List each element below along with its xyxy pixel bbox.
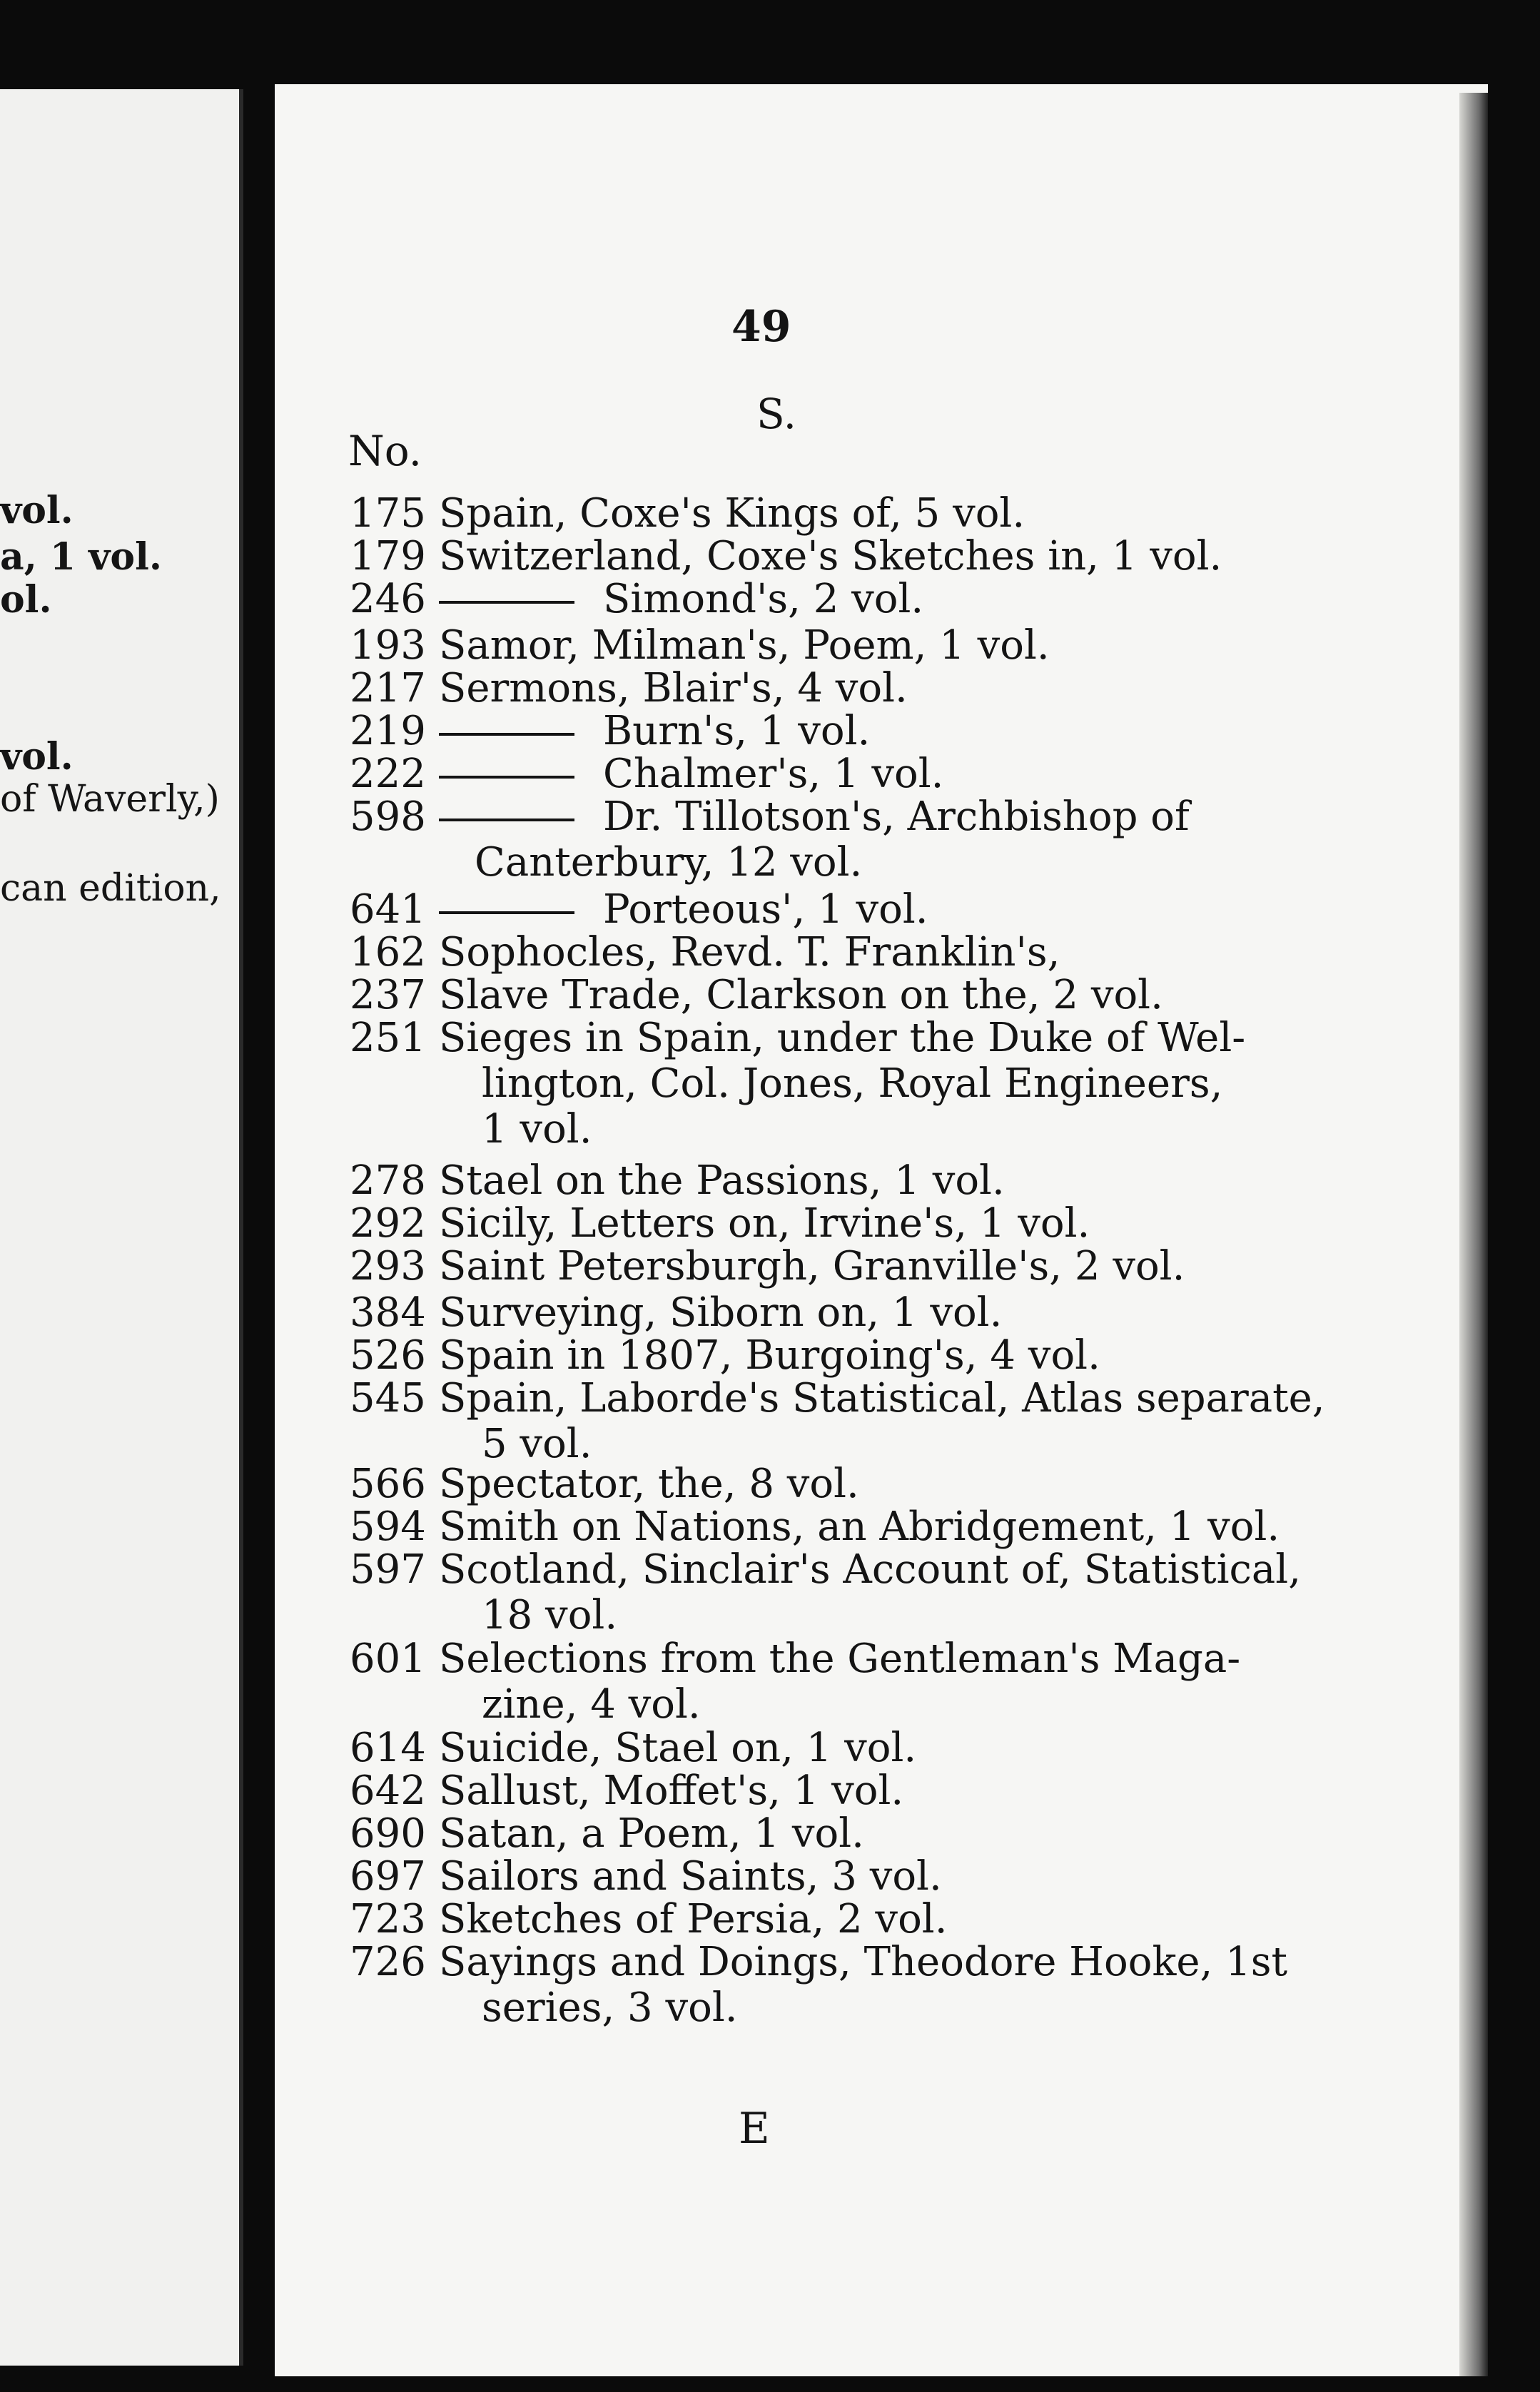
entry-title: Smith on Nations, an Abridgement, 1 vol. <box>439 1504 1280 1550</box>
page-number: 49 <box>731 302 791 352</box>
entry-number: 690 <box>350 1810 426 1857</box>
entry-number: 293 <box>350 1243 426 1289</box>
entry-text <box>439 1636 1488 1682</box>
entry-text <box>439 1768 1488 1814</box>
ditto-dash <box>439 601 574 604</box>
entry-text <box>439 1547 1488 1593</box>
entry-number: 219 <box>350 708 426 754</box>
left-page-line: vol. <box>0 735 74 779</box>
entry-text <box>439 577 1488 622</box>
left-page-line: can edition, <box>0 867 221 910</box>
left-page-line: vol. <box>0 489 74 532</box>
entry-title: Simond's, 2 vol. <box>603 576 924 622</box>
ditto-dash <box>439 733 574 736</box>
entry-title: Spectator, the, 8 vol. <box>439 1461 859 1507</box>
entry-text <box>439 491 1488 537</box>
left-page-line: of Waverly,) <box>0 778 220 821</box>
entry-text <box>439 1244 1488 1289</box>
left-page-line: a, 1 vol. <box>0 535 162 579</box>
entry-text <box>439 1201 1488 1247</box>
entry-title: Sophocles, Revd. T. Franklin's, <box>439 929 1060 975</box>
entry-title: Surveying, Siborn on, 1 vol. <box>439 1289 1003 1336</box>
entry-number: 614 <box>350 1725 426 1771</box>
entry-title: Saint Petersburgh, Granville's, 2 vol. <box>439 1243 1185 1289</box>
entry-title: Porteous', 1 vol. <box>603 886 928 933</box>
entry-number: 726 <box>350 1939 426 1985</box>
entry-text <box>439 751 1488 797</box>
entry-number: 278 <box>350 1157 426 1204</box>
entry-number: 251 <box>350 1015 426 1061</box>
left-page <box>0 89 243 2366</box>
entry-title: Stael on the Passions, 1 vol. <box>439 1157 1005 1204</box>
entry-number: 697 <box>350 1853 426 1900</box>
entry-title: Spain, Laborde's Statistical, Atlas separate, <box>439 1375 1325 1421</box>
entry-text <box>439 973 1488 1018</box>
entry-number: 246 <box>350 576 426 622</box>
number-column-header: No. <box>348 427 422 475</box>
entry-title: Sailors and Saints, 3 vol. <box>439 1853 942 1900</box>
entry-number: 222 <box>350 751 426 797</box>
left-page-line: ol. <box>0 578 52 622</box>
entry-text <box>439 794 1488 840</box>
entry-title: Spain, Coxe's Kings of, 5 vol. <box>439 490 1025 537</box>
entry-number: 601 <box>350 1636 426 1682</box>
entry-number: 217 <box>350 665 426 711</box>
entry-continuation: 1 vol. <box>482 1106 592 1152</box>
entry-number: 723 <box>350 1896 426 1942</box>
entry-continuation: lington, Col. Jones, Royal Engineers, <box>482 1060 1223 1107</box>
entry-text <box>439 1333 1488 1379</box>
entry-title: Dr. Tillotson's, Archbishop of <box>603 794 1190 840</box>
entry-title: Spain in 1807, Burgoing's, 4 vol. <box>439 1332 1100 1379</box>
entry-continuation: 5 vol. <box>482 1421 592 1467</box>
entry-text <box>439 623 1488 669</box>
entry-text <box>439 1158 1488 1204</box>
entry-title: Sicily, Letters on, Irvine's, 1 vol. <box>439 1200 1090 1247</box>
page-edge <box>1459 93 1488 2376</box>
entry-title: Sayings and Doings, Theodore Hooke, 1st <box>439 1939 1287 1985</box>
entry-title: Selections from the Gentleman's Maga- <box>439 1636 1241 1682</box>
entry-continuation: 18 vol. <box>482 1592 618 1638</box>
entry-text <box>439 534 1488 579</box>
entry-number: 384 <box>350 1289 426 1336</box>
entry-text <box>439 1897 1488 1942</box>
entry-number: 594 <box>350 1504 426 1550</box>
section-letter: S. <box>756 390 797 438</box>
entry-text <box>439 887 1488 933</box>
entry-title: Slave Trade, Clarkson on the, 2 vol. <box>439 972 1163 1018</box>
entry-number: 641 <box>350 886 426 933</box>
entry-text <box>439 1376 1488 1421</box>
entry-number: 175 <box>350 490 426 537</box>
ditto-dash <box>439 819 574 821</box>
entry-title: Switzerland, Coxe's Sketches in, 1 vol. <box>439 533 1222 579</box>
entry-continuation: zine, 4 vol. <box>482 1681 701 1728</box>
entry-number: 545 <box>350 1375 426 1421</box>
entry-text <box>439 1461 1488 1507</box>
entry-text <box>439 1015 1488 1061</box>
entry-text <box>439 709 1488 754</box>
entry-title: Burn's, 1 vol. <box>603 708 871 754</box>
entry-number: 179 <box>350 533 426 579</box>
entry-text <box>439 666 1488 711</box>
ditto-dash <box>439 776 574 779</box>
entry-title: Sallust, Moffet's, 1 vol. <box>439 1768 904 1814</box>
entry-continuation: Canterbury, 12 vol. <box>475 839 863 886</box>
entry-title: Sieges in Spain, under the Duke of Wel- <box>439 1015 1246 1061</box>
entry-number: 597 <box>350 1546 426 1593</box>
entry-text <box>439 1290 1488 1336</box>
entry-number: 162 <box>350 929 426 975</box>
entry-number: 566 <box>350 1461 426 1507</box>
signature-mark: E <box>739 2104 770 2154</box>
entry-title: Samor, Milman's, Poem, 1 vol. <box>439 622 1050 669</box>
entry-text <box>439 930 1488 975</box>
entry-text <box>439 1811 1488 1857</box>
entry-number: 237 <box>350 972 426 1018</box>
entry-text <box>439 1725 1488 1771</box>
entry-text <box>439 1940 1488 1985</box>
entry-number: 526 <box>350 1332 426 1379</box>
entry-continuation: series, 3 vol. <box>482 1985 738 2031</box>
entry-number: 292 <box>350 1200 426 1247</box>
entry-title: Satan, a Poem, 1 vol. <box>439 1810 864 1857</box>
entry-title: Suicide, Stael on, 1 vol. <box>439 1725 917 1771</box>
ditto-dash <box>439 911 574 914</box>
right-page <box>275 84 1488 2376</box>
entry-title: Chalmer's, 1 vol. <box>603 751 944 797</box>
entry-title: Sermons, Blair's, 4 vol. <box>439 665 908 711</box>
entry-number: 193 <box>350 622 426 669</box>
entry-title: Sketches of Persia, 2 vol. <box>439 1896 948 1942</box>
entry-text <box>439 1854 1488 1900</box>
entry-title: Scotland, Sinclair's Account of, Statistical, <box>439 1546 1302 1593</box>
entry-number: 642 <box>350 1768 426 1814</box>
entry-number: 598 <box>350 794 426 840</box>
entry-text <box>439 1504 1488 1550</box>
